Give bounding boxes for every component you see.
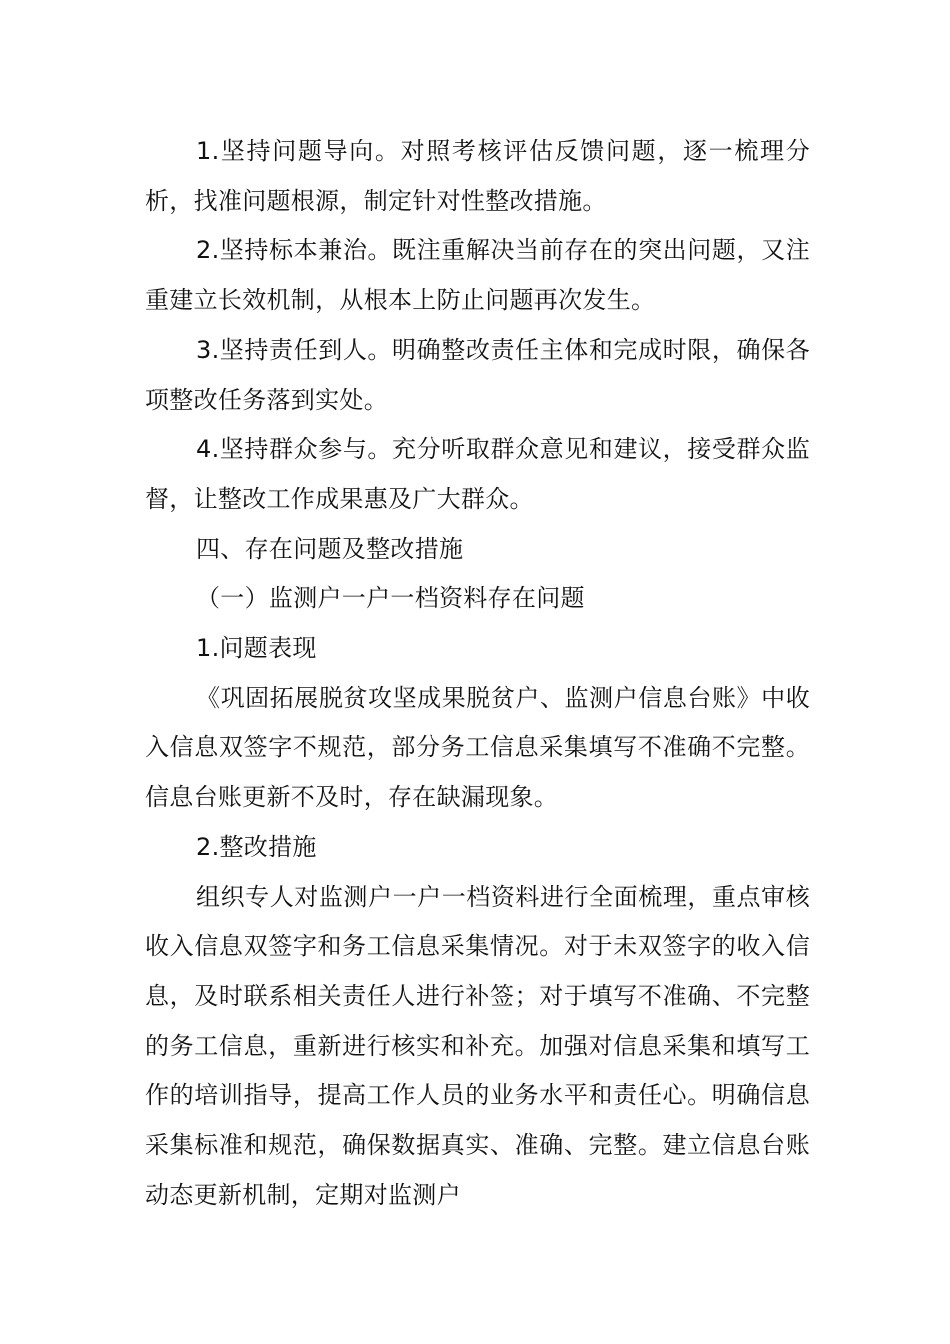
measures-paragraph: 组织专人对监测户一户一档资料进行全面梳理，重点审核收入信息双签字和务工信息采集情况。对于未双签字的收入信息，及时联系相关责任人进行补签；对于填写不准确、不完整的务工信息，重新进行核实和补充。加强对信息采集和填写工作的培训指导，提高工作人员的业务水平和责任心。明确信息采集标准和规范，确保数据真实、准确、完整。建立信息台账动态更新机制，定期对监测户 [145,882,810,1209]
principle-paragraph-2: 2.坚持标本兼治。既注重解决当前存在的突出问题，又注重建立长效机制，从根本上防止问题再次发生。 [145,236,810,315]
problem-heading: 1.问题表现 [196,634,317,663]
principle-paragraph-1: 1.坚持问题导向。对照考核评估反馈问题，逐一梳理分析，找准问题根源，制定针对性整改措施。 [145,137,810,215]
principle-paragraph-3: 3.坚持责任到人。明确整改责任主体和完成时限，确保各项整改任务落到实处。 [145,335,810,414]
principle-paragraph-4: 4.坚持群众参与。充分听取群众意见和建议，接受群众监督，让整改工作成果惠及广大群众。 [145,435,810,513]
measures-heading: 2.整改措施 [196,832,317,861]
problem-paragraph: 《巩固拓展脱贫攻坚成果脱贫户、监测户信息台账》中收入信息双签字不规范，部分务工信息采集填写不准确不完整。信息台账更新不及时，存在缺漏现象。 [145,683,810,812]
section-heading: 四、存在问题及整改措施 [196,534,464,563]
document-body [145,127,810,1220]
subsection-heading: （一）监测户一户一档资料存在问题 [196,584,585,613]
